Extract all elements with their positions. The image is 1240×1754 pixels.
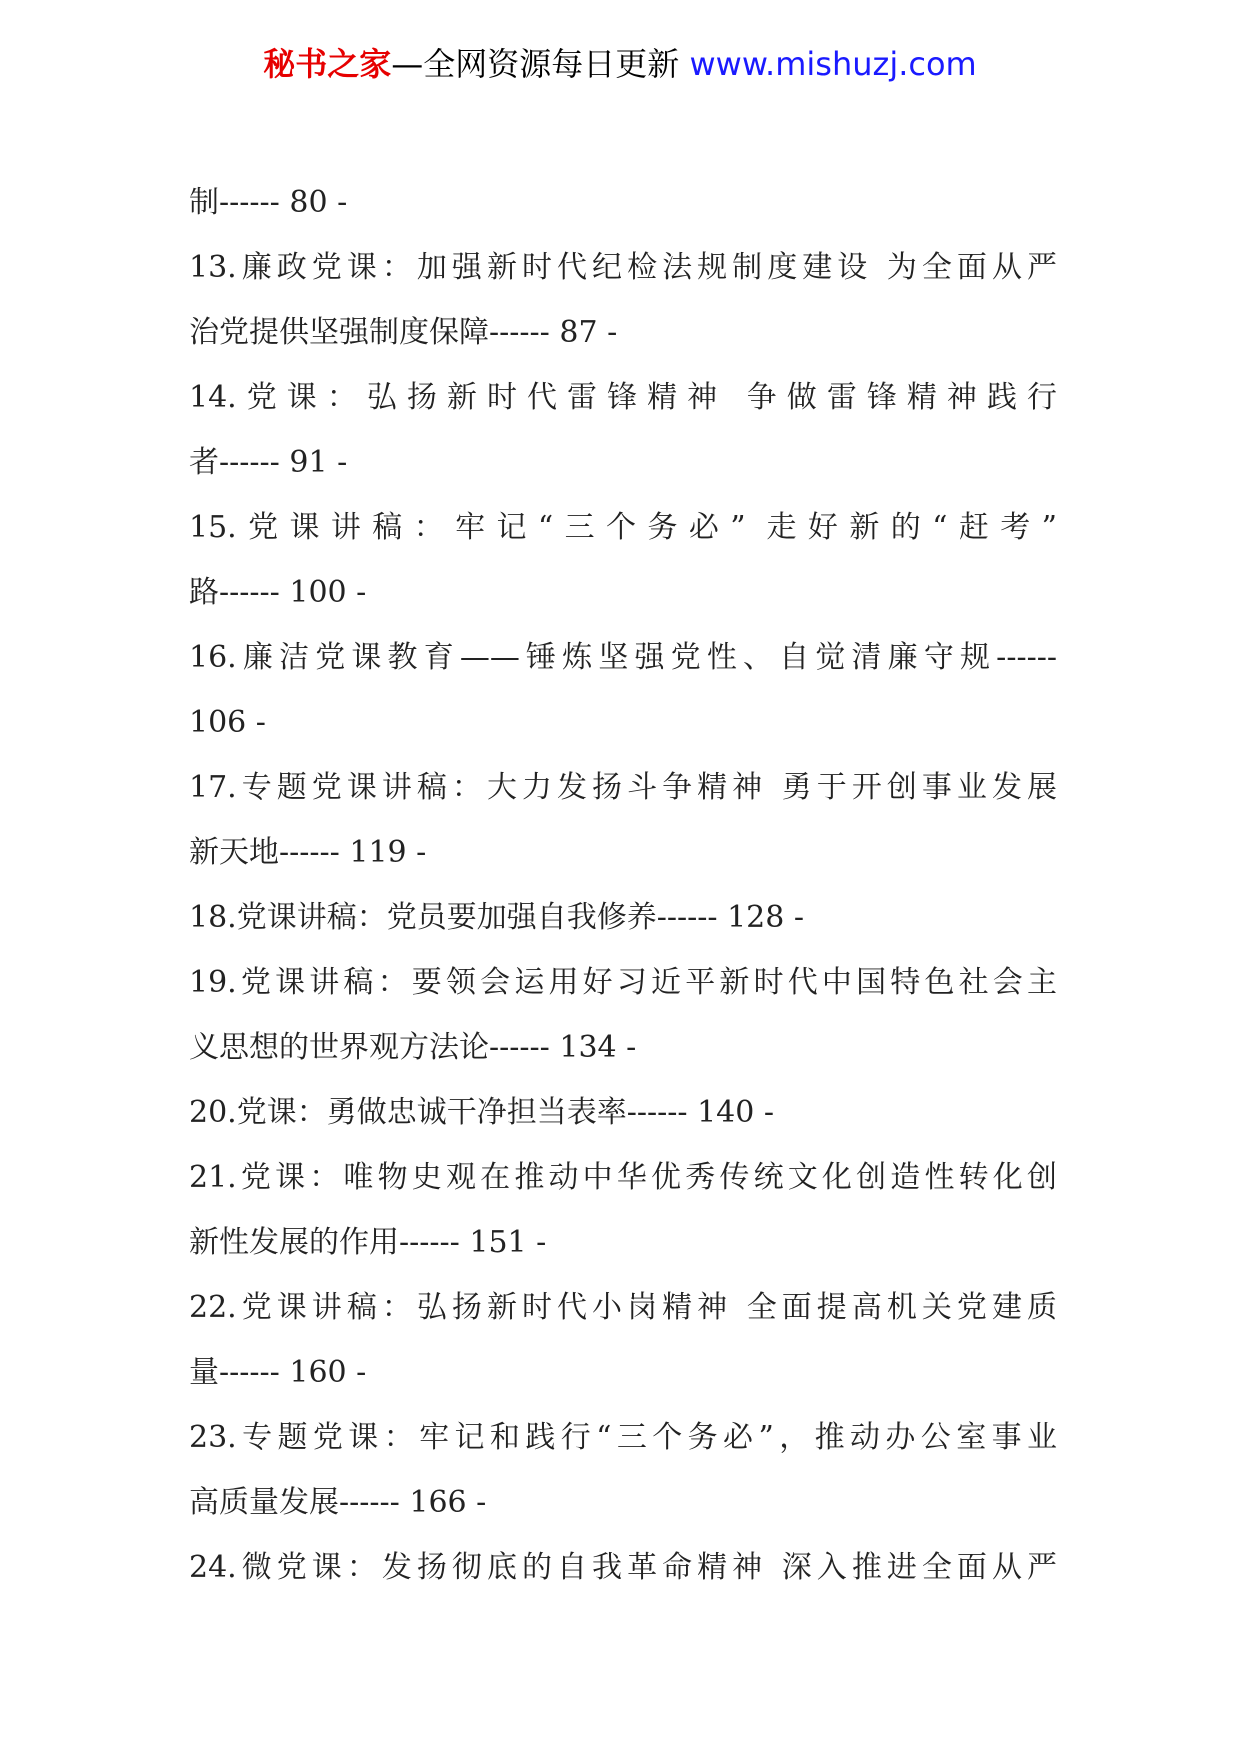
toc-line: 18.党课讲稿：党员要加强自我修养------ 128 - bbox=[189, 900, 804, 935]
toc-line: 23.专题党课：牢记和践行“三个务必”，推动办公室事业 bbox=[189, 1420, 1057, 1455]
toc-line: 高质量发展------ 166 - bbox=[189, 1485, 487, 1520]
toc-line: 制------ 80 - bbox=[189, 185, 348, 220]
toc-line: 治党提供坚强制度保障------ 87 - bbox=[189, 315, 618, 350]
page-header bbox=[0, 44, 1240, 84]
header-slogan: —全网资源每日更新 bbox=[391, 45, 680, 83]
toc-line: 21.党课：唯物史观在推动中华优秀传统文化创造性转化创 bbox=[189, 1160, 1057, 1195]
toc-line: 106 - bbox=[189, 705, 266, 740]
toc-line: 14.党课：弘扬新时代雷锋精神 争做雷锋精神践行 bbox=[189, 380, 1057, 415]
toc-line: 16.廉洁党课教育——锤炼坚强党性、自觉清廉守规------ bbox=[189, 640, 1057, 675]
toc-line: 义思想的世界观方法论------ 134 - bbox=[189, 1030, 637, 1065]
site-url[interactable]: www.mishuzj.com bbox=[689, 45, 977, 83]
toc-line: 量------ 160 - bbox=[189, 1355, 367, 1390]
toc-line: 者------ 91 - bbox=[189, 445, 348, 480]
toc-line: 新天地------ 119 - bbox=[189, 835, 427, 870]
brand-name: 秘书之家 bbox=[263, 45, 392, 83]
toc-line: 新性发展的作用------ 151 - bbox=[189, 1225, 547, 1260]
table-of-contents bbox=[189, 170, 1057, 1600]
toc-line: 22.党课讲稿：弘扬新时代小岗精神 全面提高机关党建质 bbox=[189, 1290, 1057, 1325]
toc-line: 13.廉政党课：加强新时代纪检法规制度建设 为全面从严 bbox=[189, 250, 1057, 285]
toc-line: 路------ 100 - bbox=[189, 575, 367, 610]
toc-line: 20.党课：勇做忠诚干净担当表率------ 140 - bbox=[189, 1095, 774, 1130]
toc-line: 24.微党课：发扬彻底的自我革命精神 深入推进全面从严 bbox=[189, 1550, 1057, 1585]
toc-line: 15.党课讲稿：牢记“三个务必” 走好新的“赶考” bbox=[189, 510, 1057, 545]
toc-line: 19.党课讲稿：要领会运用好习近平新时代中国特色社会主 bbox=[189, 965, 1057, 1000]
toc-line: 17.专题党课讲稿：大力发扬斗争精神 勇于开创事业发展 bbox=[189, 770, 1057, 805]
